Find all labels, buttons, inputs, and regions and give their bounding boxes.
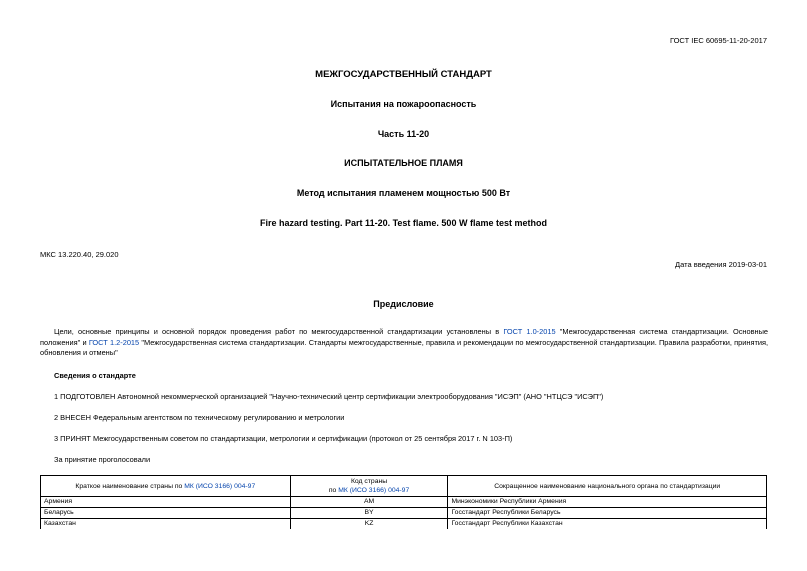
info-item-prepared: 1 ПОДГОТОВЛЕН Автономной некоммерческой организацией "Научно-технический центр сертификации электрооборудования "ИСЭП" (АНО "НТЦСЭ "ИСЭП") (54, 392, 604, 401)
country-cell: Казахстан (41, 519, 291, 530)
method-title: Метод испытания пламенем мощностью 500 Вт (296, 188, 511, 198)
mks-code: МКС 13.220.40, 29.020 (40, 250, 119, 259)
standard-type-title: МЕЖГОСУДАРСТВЕННЫЙ СТАНДАРТ (315, 69, 492, 80)
table-row (41, 497, 767, 508)
info-item-submitted: 2 ВНЕСЕН Федеральным агентством по техническому регулированию и метрологии (54, 413, 345, 422)
foreword-text-start: Цели, основные принципы и основной порядок проведения работ по межгосударственной стандартизации установлены в (54, 327, 500, 336)
table-header-row (41, 476, 767, 497)
part-title: Часть 11-20 (377, 129, 430, 139)
table-row (41, 519, 767, 530)
countries-table (40, 475, 767, 529)
mk-iso-link[interactable]: МК (ИСО 3166) 004-97 (338, 487, 410, 494)
foreword-heading: Предисловие (373, 299, 434, 309)
mk-iso-link[interactable]: МК (ИСО 3166) 004-97 (184, 482, 256, 490)
voted-label: За принятие проголосовали (54, 455, 151, 464)
code-cell: BY (290, 508, 448, 519)
introduction-date: Дата введения 2019-03-01 (675, 260, 767, 269)
subject-title: Испытания на пожароопасность (330, 99, 477, 109)
foreword-paragraph (40, 327, 768, 359)
info-item-adopted: 3 ПРИНЯТ Межгосударственным советом по стандартизации, метрологии и сертификации (протокол от 25 сентября 2017 г. N 103-П) (54, 434, 513, 443)
body-cell: Госстандарт Республики Казахстан (448, 519, 767, 530)
table-row (41, 508, 767, 519)
header-national-body: Сокращенное наименование национального органа по стандартизации (448, 476, 767, 497)
body-cell: Госстандарт Республики Беларусь (448, 508, 767, 519)
code-cell: AM (290, 497, 448, 508)
foreword-text-middle: "Межгосударственная система стандартизации. Основные положения" и (40, 327, 769, 347)
gost-1-2-2015-link[interactable]: ГОСТ 1.2-2015 (88, 337, 140, 347)
info-heading: Сведения о стандарте (54, 371, 136, 380)
body-cell: Минэкономики Республики Армения (448, 497, 767, 508)
name-title: ИСПЫТАТЕЛЬНОЕ ПЛАМЯ (344, 158, 463, 168)
document-code: ГОСТ IEC 60695-11-20-2017 (669, 36, 767, 45)
header-country-name: Краткое наименование страны по МК (ИСО 3166) 004-97 (41, 476, 291, 497)
header-country-code: Код страны по МК (ИСО 3166) 004-97 (290, 476, 448, 497)
code-cell: KZ (290, 519, 448, 530)
english-title: Fire hazard testing. Part 11-20. Test flame. 500 W flame test method (260, 218, 547, 228)
gost-1-0-2015-link[interactable]: ГОСТ 1.0-2015 (503, 327, 556, 336)
foreword-text-end: "Межгосударственная система стандартизации. Стандарты межгосударственные, правила и рекомендации по межгосударственной стандартизации. Правила разработки, принятия, обновления и отмены" (40, 337, 769, 358)
country-cell: Беларусь (41, 508, 291, 519)
country-cell: Армения (41, 497, 291, 508)
